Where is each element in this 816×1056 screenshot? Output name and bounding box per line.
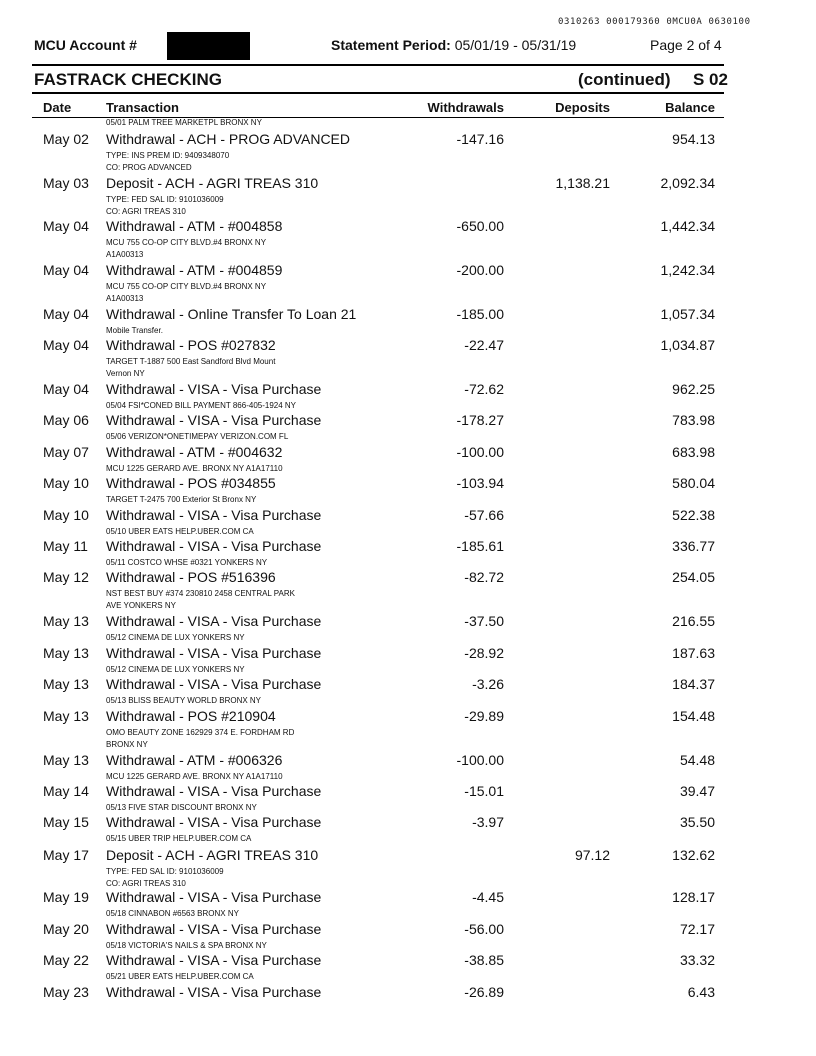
transaction-detail-line: 05/10 UBER EATS HELP.UBER.COM CA — [106, 527, 254, 536]
column-header-transaction: Transaction — [106, 100, 179, 115]
transaction-withdrawal: -3.97 — [472, 814, 504, 830]
transaction-balance: 580.04 — [672, 475, 715, 491]
transaction-date: May 04 — [43, 381, 89, 397]
previous-transaction-detail: 05/01 PALM TREE MARKETPL BRONX NY — [106, 118, 262, 127]
transaction-date: May 04 — [43, 218, 89, 234]
column-header-date: Date — [43, 100, 72, 115]
transaction-detail-line: 05/13 FIVE STAR DISCOUNT BRONX NY — [106, 803, 257, 812]
transaction-balance: 254.05 — [672, 569, 715, 585]
transaction-detail-line: 05/06 VERIZON*ONETIMEPAY VERIZON.COM FL — [106, 432, 289, 441]
transaction-detail-line: TYPE: INS PREM ID: 9409348070 — [106, 151, 230, 160]
transaction-date: May 20 — [43, 921, 89, 937]
transaction-description: Deposit - ACH - AGRI TREAS 310 — [106, 175, 319, 191]
column-header-withdrawals: Withdrawals — [427, 100, 504, 115]
transaction-withdrawal: -4.45 — [472, 889, 504, 905]
transaction-balance: 154.48 — [672, 708, 715, 724]
transaction-description: Withdrawal - ATM - #004859 — [106, 262, 283, 278]
transaction-balance: 33.32 — [679, 952, 715, 968]
transaction-date: May 10 — [43, 507, 89, 523]
transaction-description: Withdrawal - VISA - Visa Purchase — [106, 814, 322, 830]
transaction-balance: 1,034.87 — [660, 337, 715, 353]
transaction-balance: 216.55 — [672, 613, 715, 629]
transaction-balance: 962.25 — [672, 381, 715, 397]
transaction-date: May 13 — [43, 752, 89, 768]
section-title: FASTRACK CHECKING — [34, 70, 222, 89]
transaction-balance: 1,442.34 — [660, 218, 715, 234]
transaction-detail-line: 05/11 COSTCO WHSE #0321 YONKERS NY — [106, 558, 268, 567]
transaction-detail-line: A1A00313 — [106, 249, 144, 259]
transaction-description: Withdrawal - ATM - #004632 — [106, 444, 283, 460]
transaction-date: May 04 — [43, 262, 89, 278]
transaction-details — [106, 526, 336, 538]
transaction-date: May 19 — [43, 889, 89, 905]
transaction-withdrawal: -100.00 — [456, 444, 504, 460]
transaction-detail-line: A1A00313 — [106, 293, 144, 303]
transaction-balance: 6.43 — [687, 984, 715, 1000]
transaction-withdrawal: -178.27 — [456, 412, 504, 428]
transaction-date: May 10 — [43, 475, 89, 491]
transaction-detail-line: Mobile Transfer. — [106, 326, 163, 335]
transaction-balance: 336.77 — [672, 538, 715, 554]
section-code: S 02 — [693, 70, 728, 89]
transaction-detail-line: MCU 755 CO-OP CITY BLVD.#4 BRONX NY — [106, 282, 267, 291]
statement-period-value: 05/01/19 - 05/31/19 — [454, 37, 577, 53]
transaction-balance: 132.62 — [672, 847, 715, 863]
transaction-balance: 54.48 — [679, 752, 715, 768]
statement-period-label: Statement Period: — [331, 37, 451, 53]
transaction-details — [106, 194, 336, 217]
transaction-details — [106, 771, 336, 783]
transaction-withdrawal: -37.50 — [464, 613, 504, 629]
transaction-description: Withdrawal - POS #516396 — [106, 569, 276, 585]
statement-period — [331, 37, 576, 53]
transaction-date: May 23 — [43, 984, 89, 1000]
transaction-details — [106, 431, 336, 443]
transaction-details — [106, 971, 336, 983]
transaction-detail-line: CO: PROG ADVANCED — [106, 162, 192, 172]
transaction-date: May 13 — [43, 708, 89, 724]
transaction-details — [106, 588, 336, 611]
section-rule — [32, 92, 724, 94]
transaction-description: Withdrawal - VISA - Visa Purchase — [106, 613, 322, 629]
transaction-withdrawal: -72.62 — [464, 381, 504, 397]
transaction-description: Withdrawal - VISA - Visa Purchase — [106, 412, 322, 428]
transaction-date: May 12 — [43, 569, 89, 585]
transaction-withdrawal: -28.92 — [464, 645, 504, 661]
transaction-date: May 22 — [43, 952, 89, 968]
transaction-detail-line: Vernon NY — [106, 368, 145, 378]
transaction-detail-line: TARGET T-2475 700 Exterior St Bronx NY — [106, 495, 257, 504]
transaction-detail-line: TYPE: FED SAL ID: 9101036009 — [106, 867, 224, 876]
transaction-description: Withdrawal - ATM - #004858 — [106, 218, 283, 234]
transaction-date: May 11 — [43, 538, 88, 554]
transaction-description: Withdrawal - VISA - Visa Purchase — [106, 381, 322, 397]
transaction-withdrawal: -103.94 — [456, 475, 504, 491]
transaction-date: May 13 — [43, 613, 89, 629]
transaction-detail-line: MCU 1225 GERARD AVE. BRONX NY A1A17110 — [106, 464, 283, 473]
transaction-details — [106, 325, 336, 337]
transaction-withdrawal: -200.00 — [456, 262, 504, 278]
transaction-detail-line: 05/18 VICTORIA'S NAILS & SPA BRONX NY — [106, 941, 267, 950]
transaction-withdrawal: -82.72 — [464, 569, 504, 585]
transaction-balance: 187.63 — [672, 645, 715, 661]
transaction-date: May 04 — [43, 306, 89, 322]
transaction-date: May 13 — [43, 676, 89, 692]
transaction-details — [106, 400, 336, 412]
transaction-description: Withdrawal - ATM - #006326 — [106, 752, 283, 768]
column-header-deposits: Deposits — [555, 100, 610, 115]
transaction-description: Deposit - ACH - AGRI TREAS 310 — [106, 847, 319, 863]
transaction-date: May 03 — [43, 175, 89, 191]
transaction-detail-line: 05/21 UBER EATS HELP.UBER.COM CA — [106, 972, 254, 981]
transaction-detail-line: MCU 755 CO-OP CITY BLVD.#4 BRONX NY — [106, 238, 267, 247]
transaction-date: May 04 — [43, 337, 89, 353]
transaction-detail-line: BRONX NY — [106, 739, 148, 749]
page-number: Page 2 of 4 — [650, 37, 722, 53]
transaction-date: May 17 — [43, 847, 89, 863]
transaction-detail-line: 05/13 BLISS BEAUTY WORLD BRONX NY — [106, 696, 262, 705]
transaction-date: May 14 — [43, 783, 89, 799]
transaction-description: Withdrawal - Online Transfer To Loan 21 — [106, 306, 357, 322]
transaction-detail-line: TYPE: FED SAL ID: 9101036009 — [106, 195, 224, 204]
transaction-withdrawal: -147.16 — [456, 131, 504, 147]
transaction-description: Withdrawal - VISA - Visa Purchase — [106, 538, 322, 554]
transaction-details — [106, 866, 336, 889]
transaction-details — [106, 632, 336, 644]
micr-line: 0310263 000179360 0MCU0A 0630100 — [558, 17, 751, 27]
transaction-withdrawal: -38.85 — [464, 952, 504, 968]
transaction-description: Withdrawal - VISA - Visa Purchase — [106, 889, 322, 905]
transaction-detail-line: 05/18 CINNABON #6563 BRONX NY — [106, 909, 239, 918]
transaction-withdrawal: -56.00 — [464, 921, 504, 937]
transaction-date: May 13 — [43, 645, 89, 661]
transaction-withdrawal: -3.26 — [472, 676, 504, 692]
transaction-detail-line: AVE YONKERS NY — [106, 600, 176, 610]
transaction-withdrawal: -29.89 — [464, 708, 504, 724]
transaction-details — [106, 908, 336, 920]
transaction-detail-line: 05/12 CINEMA DE LUX YONKERS NY — [106, 633, 245, 642]
transaction-detail-line: OMO BEAUTY ZONE 162929 374 E. FORDHAM RD — [106, 728, 295, 737]
transaction-details — [106, 356, 336, 379]
transaction-detail-line: MCU 1225 GERARD AVE. BRONX NY A1A17110 — [106, 772, 283, 781]
transaction-details — [106, 150, 336, 173]
transaction-details — [106, 463, 336, 475]
transaction-date: May 06 — [43, 412, 89, 428]
column-header-balance: Balance — [665, 100, 715, 115]
transaction-detail-line: TARGET T-1887 500 East Sandford Blvd Mount — [106, 357, 276, 366]
transaction-balance: 35.50 — [679, 814, 715, 830]
transaction-balance: 1,057.34 — [660, 306, 715, 322]
transaction-balance: 128.17 — [672, 889, 715, 905]
transaction-description: Withdrawal - POS #034855 — [106, 475, 276, 491]
transaction-date: May 07 — [43, 444, 89, 460]
transaction-withdrawal: -57.66 — [464, 507, 504, 523]
header-rule — [32, 64, 724, 66]
transaction-details — [106, 695, 336, 707]
transaction-balance: 2,092.34 — [660, 175, 715, 191]
transaction-balance: 1,242.34 — [660, 262, 715, 278]
transaction-detail-line: 05/04 FSI*CONED BILL PAYMENT 866-405-1924 NY — [106, 401, 297, 410]
transaction-date: May 15 — [43, 814, 89, 830]
transaction-detail-line: CO: AGRI TREAS 310 — [106, 878, 186, 888]
transaction-details — [106, 494, 336, 506]
transaction-detail-line: 05/15 UBER TRIP HELP.UBER.COM CA — [106, 834, 252, 843]
transaction-detail-line: 05/12 CINEMA DE LUX YONKERS NY — [106, 665, 245, 674]
transaction-withdrawal: -185.00 — [456, 306, 504, 322]
transaction-balance: 783.98 — [672, 412, 715, 428]
transaction-description: Withdrawal - VISA - Visa Purchase — [106, 952, 322, 968]
transaction-date: May 02 — [43, 131, 89, 147]
transaction-description: Withdrawal - VISA - Visa Purchase — [106, 507, 322, 523]
transaction-details — [106, 940, 336, 952]
transaction-withdrawal: -22.47 — [464, 337, 504, 353]
transaction-balance: 72.17 — [679, 921, 715, 937]
transaction-details — [106, 237, 336, 260]
transaction-description: Withdrawal - VISA - Visa Purchase — [106, 645, 322, 661]
transaction-balance: 522.38 — [672, 507, 715, 523]
section-continued: (continued) — [578, 70, 671, 89]
transaction-deposit: 97.12 — [574, 847, 610, 863]
transaction-balance: 184.37 — [672, 676, 715, 692]
redacted-account-number — [167, 32, 250, 60]
transaction-description: Withdrawal - POS #210904 — [106, 708, 276, 724]
transaction-withdrawal: -100.00 — [456, 752, 504, 768]
transaction-details — [106, 557, 336, 569]
account-label: MCU Account # — [34, 37, 137, 53]
transaction-description: Withdrawal - VISA - Visa Purchase — [106, 783, 322, 799]
transaction-detail-line: CO: AGRI TREAS 310 — [106, 206, 186, 216]
transaction-withdrawal: -15.01 — [464, 783, 504, 799]
transaction-description: Withdrawal - POS #027832 — [106, 337, 276, 353]
transaction-balance: 39.47 — [679, 783, 715, 799]
transaction-details — [106, 802, 336, 814]
transaction-detail-line: NST BEST BUY #374 230810 2458 CENTRAL PARK — [106, 589, 295, 598]
transaction-balance: 683.98 — [672, 444, 715, 460]
transaction-details — [106, 727, 336, 750]
transaction-description: Withdrawal - VISA - Visa Purchase — [106, 984, 322, 1000]
transaction-description: Withdrawal - ACH - PROG ADVANCED — [106, 131, 351, 147]
transaction-description: Withdrawal - VISA - Visa Purchase — [106, 676, 322, 692]
transaction-details — [106, 664, 336, 676]
transaction-withdrawal: -650.00 — [456, 218, 504, 234]
transaction-description: Withdrawal - VISA - Visa Purchase — [106, 921, 322, 937]
transaction-deposit: 1,138.21 — [555, 175, 610, 191]
transaction-details — [106, 833, 336, 845]
transaction-withdrawal: -26.89 — [464, 984, 504, 1000]
transaction-details — [106, 281, 336, 304]
transaction-balance: 954.13 — [672, 131, 715, 147]
transaction-withdrawal: -185.61 — [456, 538, 504, 554]
